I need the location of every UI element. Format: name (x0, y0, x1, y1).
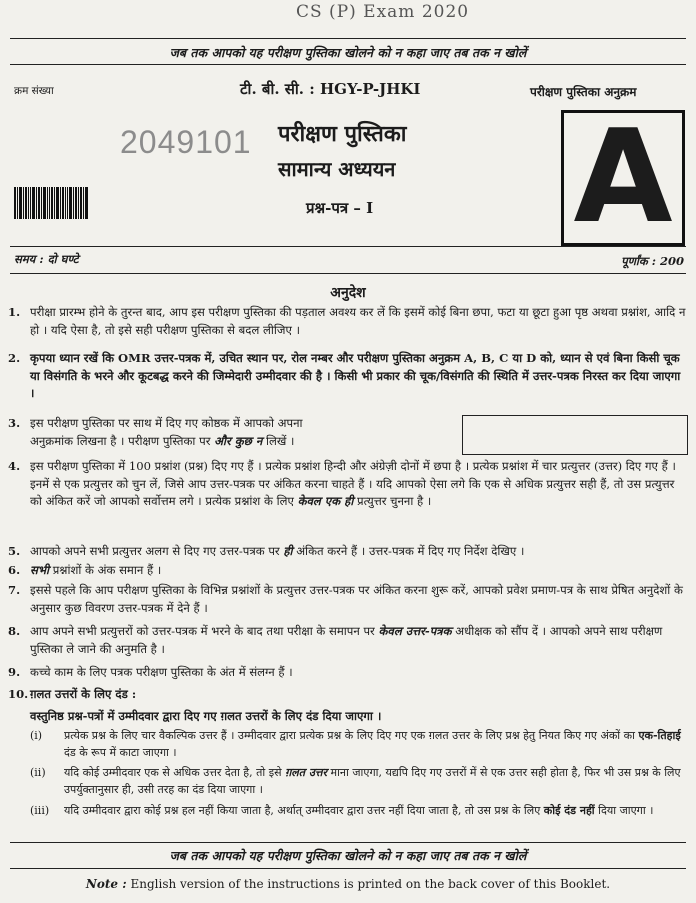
roll-number-box[interactable] (462, 415, 688, 455)
instruction-10: 10. ग़लत उत्तरों के लिए दंड : (8, 687, 137, 701)
exam-title: CS (P) Exam 2020 (296, 2, 470, 22)
footer-note: Note : English version of the instructions is printed on the back cover of this Booklet. (85, 877, 611, 891)
instruction-4: 4. इस परीक्षण पुस्तिका में 100 प्रश्नांश (प्रश्न) दिए गए हैं । प्रत्येक प्रश्नांश हिन्दी और अंग्रेज़ी दोनों में छपा है । प्रत्येक प्रश्नांश में चार प्रत्युत्तर (उत्तर) दिए गए हैं । इनमें से एक प्रत्युत्तर को चुन लें, जिसे आप उत्तर-पत्रक पर अंकित करना चाहते हैं । यदि आपको ऐसा लगे कि एक से अधिक प्रत्युत्तर सही हैं, तो उस प्रत्युत्तर को अंकित करें जो आपको सर्वोत्तम लगे । प्रत्येक प्रश्नांश के लिए केवल एक ही प्रत्युत्तर चुनना है । (8, 459, 676, 509)
series-label: परीक्षण पुस्तिका अनुक्रम (530, 85, 637, 99)
instruction-3: 3. इस परीक्षण पुस्तिका पर साथ में दिए गए कोष्ठक में आपको अपना अनुक्रमांक लिखना है । परीक्षण पुस्तिका पर और कुछ न लिखें । (8, 416, 303, 448)
footer-rule-bottom (10, 868, 686, 869)
banner-rule (10, 64, 686, 65)
top-rule (10, 38, 686, 39)
meta-rule-bottom (10, 273, 686, 274)
series-letter: A (573, 103, 673, 252)
tbc-code: टी. बी. सी. : HGY-P-JHKI (240, 80, 421, 98)
instruction-8: 8. आप अपने सभी प्रत्युत्तरों को उत्तर-पत्रक में भरने के बाद तथा परीक्षा के समापन पर केवल उत्तर-पत्रक अधीक्षक को सौंप दें । आपको अपने साथ परीक्षण पुस्तिका ले जाने की अनुमति है । (8, 624, 663, 656)
penalty-rule-1: (i) प्रत्येक प्रश्न के लिए चार वैकल्पिक उत्तर हैं । उम्मीदवार द्वारा प्रत्येक प्रश्न के लिए दिए गए एक ग़लत उत्तर के लिए प्रश्न हेतु नियत किए गए अंकों का एक-तिहाई दंड के रूप में काटा जाएगा । (30, 729, 681, 759)
footer-rule-top (10, 842, 686, 843)
barcode-icon (14, 187, 100, 219)
marks-label: पूर्णांक : 200 (621, 254, 684, 268)
penalty-rule-2: (ii) यदि कोई उम्मीदवार एक से अधिक उत्तर देता है, तो इसे ग़लत उत्तर माना जाएगा, यद्यपि दिए गए उत्तरों में से एक उत्तर सही होता है, फिर भी उस प्रश्न के लिए उपर्युक्तानुसार ही, उसी तरह का दंड दिया जाएगा । (30, 766, 681, 796)
instruction-7: 7. इससे पहले कि आप परीक्षण पुस्तिका के विभिन्न प्रश्नांशों के प्रत्युत्तर उत्तर-पत्रक पर अंकित करना शुरू करें, आपको प्रवेश प्रमाण-पत्र के साथ प्रेषित अनुदेशों के अनुसार कुछ विवरण उत्तर-पत्रक में देने हैं । (8, 583, 683, 615)
instruction-6: 6. सभी प्रश्नांशों के अंक समान हैं । (8, 563, 162, 577)
booklet-title: परीक्षण पुस्तिका (278, 121, 407, 147)
instruction-9: 9. कच्चे काम के लिए पत्रक परीक्षण पुस्तिका के अंत में संलग्न हैं । (8, 665, 293, 679)
paper-number: प्रश्न-पत्र – I (306, 199, 374, 217)
penalty-lead: वस्तुनिष्ठ प्रश्न-पत्रों में उम्मीदवार द्वारा दिए गए ग़लत उत्तरों के लिए दंड दिया जाएगा । (30, 709, 382, 723)
subject: सामान्य अध्ययन (278, 157, 396, 181)
banner-top: जब तक आपको यह परीक्षण पुस्तिका खोलने को न कहा जाए तब तक न खोलें (169, 45, 527, 60)
meta-rule-top (10, 246, 686, 247)
instruction-2: 2. कृपया ध्यान रखें कि OMR उत्तर-पत्रक में, उचित स्थान पर, रोल नम्बर और परीक्षण पुस्तिका अनुक्रम A, B, C या D को, ध्यान से एवं बिना किसी चूक या विसंगति के भरने और कूटबद्ध करने की जिम्मेदारी उम्मीदवार की है । किसी भी प्रकार की चूक/विसंगति की स्थिति में उत्तर-पत्रक निरस्त कर दिया जाएगा । (8, 351, 681, 401)
serial-number: 2049101 (120, 124, 252, 160)
instruction-1: 1. परीक्षा प्रारम्भ होने के तुरन्त बाद, आप इस परीक्षण पुस्तिका की पड़ताल अवश्य कर लें कि इसमें कोई बिना छपा, फटा या छूटा हुआ पृष्ठ अथवा प्रश्नांश, आदि न हो । यदि ऐसा है, तो इसे सही परीक्षण पुस्तिका से बदल लीजिए । (8, 305, 686, 337)
serial-label: क्रम संख्या (14, 85, 54, 97)
penalty-rule-3: (iii) यदि उम्मीदवार द्वारा कोई प्रश्न हल नहीं किया जाता है, अर्थात् उम्मीदवार द्वारा उत्तर नहीं दिया जाता है, तो उस प्रश्न के लिए कोई दंड नहीं दिया जाएगा । (30, 804, 654, 817)
instruction-5: 5. आपको अपने सभी प्रत्युत्तर अलग से दिए गए उत्तर-पत्रक पर ही अंकित करने हैं । उत्तर-पत्रक में दिए गए निर्देश देखिए । (8, 544, 525, 558)
time-label: समय : दो घण्टे (14, 252, 79, 266)
instructions-heading: अनुदेश (330, 285, 366, 301)
banner-bottom: जब तक आपको यह परीक्षण पुस्तिका खोलने को न कहा जाए तब तक न खोलें (169, 848, 527, 863)
series-letter-box (561, 103, 685, 252)
